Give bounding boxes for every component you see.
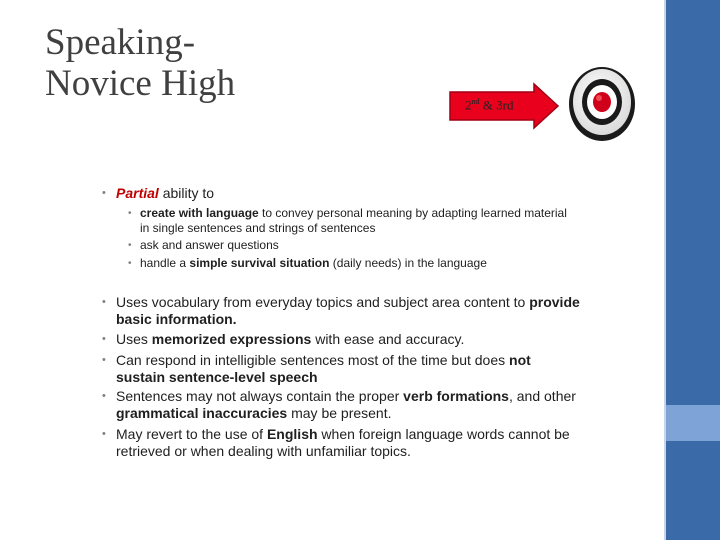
bullet-dot: • <box>102 333 106 345</box>
bullet-respond-cont: sustain sentence-level speech <box>116 369 318 385</box>
bullet-english: • May revert to the use of English when foreign language words cannot be <box>102 426 570 442</box>
bullet-vocabulary-cont: basic information. <box>116 311 237 327</box>
bullet-respond: • Can respond in intelligible sentences most of the time but does not <box>102 352 531 368</box>
bullet-dot: • <box>128 258 132 269</box>
title-line-2: Novice High <box>45 63 236 104</box>
sub-bullet-handle: • handle a simple survival situation (daily needs) in the language <box>128 256 487 270</box>
bullet-dot: • <box>128 208 132 219</box>
bullet-dot: • <box>102 354 106 366</box>
sub-bullet-create-cont: in single sentences and strings of sentences <box>140 221 376 235</box>
bullet-partial-ability <box>102 185 215 202</box>
bullet-dot: • <box>102 296 106 308</box>
bullet-english-cont: retrieved or when dealing with unfamiliar topics. <box>116 443 411 459</box>
arrow-label: 2nd & 3rd <box>465 97 514 113</box>
bullet-sentences: • Sentences may not always contain the proper verb formations, and other <box>102 388 576 404</box>
bullet-sentences-cont: grammatical inaccuracies may be present. <box>116 405 392 421</box>
partial-lead-text: ability to <box>158 185 215 201</box>
title-line-1: Speaking- <box>45 22 196 63</box>
bullet-dot: • <box>102 428 106 440</box>
bullet-dot: • <box>102 187 106 199</box>
sub-bullet-ask: • ask and answer questions <box>128 238 279 252</box>
bullet-dot: • <box>102 390 106 402</box>
partial-emphasis: Partial <box>116 185 159 201</box>
sidebar-accent-block <box>666 405 720 441</box>
right-sidebar-band <box>666 0 720 540</box>
sub-bullet-create: • create with language to convey personal meaning by adapting learned material <box>128 206 567 220</box>
bullet-vocabulary: • Uses vocabulary from everyday topics and subject area content to provide <box>102 294 580 310</box>
bullet-memorized: • Uses memorized expressions with ease and accuracy. <box>102 331 465 347</box>
bullet-dot: • <box>128 240 132 251</box>
